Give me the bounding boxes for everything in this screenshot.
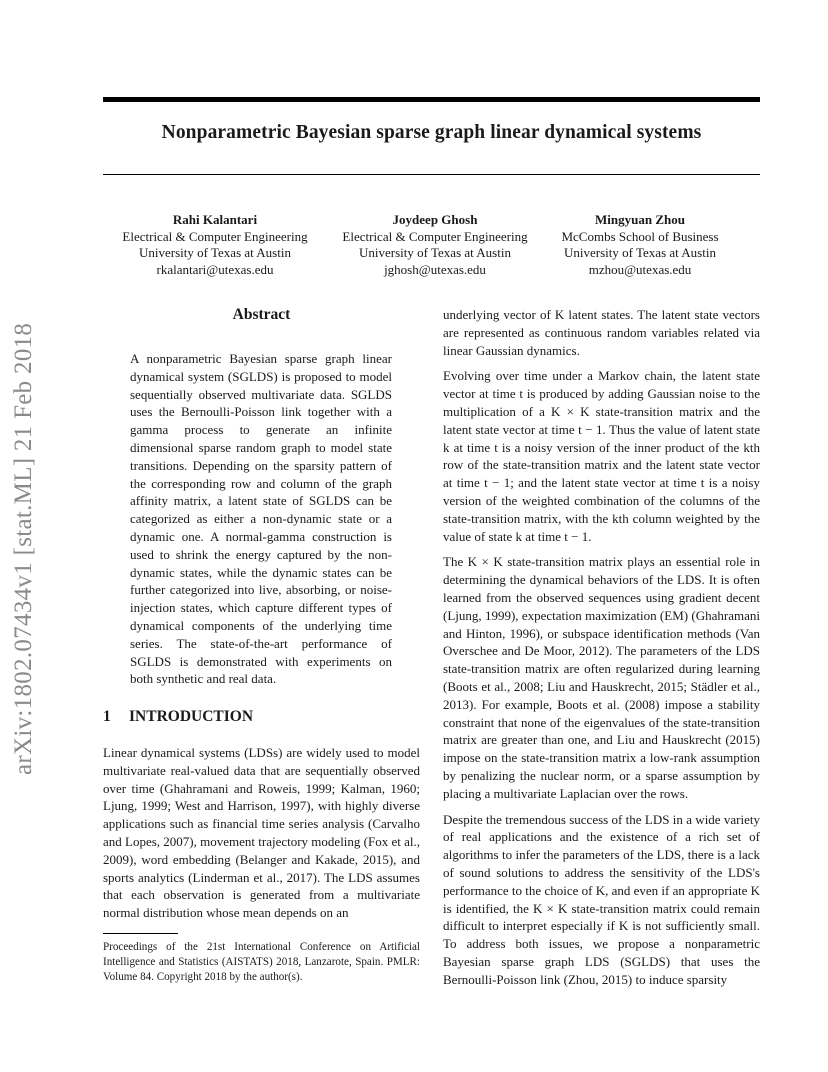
author-block-3 <box>550 212 730 278</box>
section-title: INTRODUCTION <box>129 708 254 725</box>
abstract-paragraph: A nonparametric Bayesian sparse graph linear dynamical system (SGLDS) is proposed to model sequentially observed multivariate data. SGLDS uses the Bernoulli-Poisson link together with a gamma process to generate an infinite dimensional sparse random graph to model state transitions. Depending on the sparsity pattern of the corresponding row and column of the graph affinity matrix, a latent state of SGLDS can be categorized as either a non-dynamic state or a dynamic one. A normal-gamma construction is used to shrink the energy captured by the non-dynamic states, while the dynamic states can be further categorized into live, absorbing, or noise-injection states, which capture different types of dynamical components of the underlying time series. The state-of-the-art performance of SGLDS is demonstrated with experiments on both synthetic and real data. <box>130 351 392 687</box>
author-institution: University of Texas at Austin <box>359 245 511 260</box>
right-paragraph-1: underlying vector of K latent states. The latent state vectors are represented as continuous random variables related via linear Gaussian dynamics. <box>443 307 760 358</box>
section-number: 1 <box>103 708 111 725</box>
intro-paragraph: Linear dynamical systems (LDSs) are widely used to model multivariate real-valued data that are sequentially observed over time (Ghahramani and Roweis, 1999; Kalman, 1960; Ljung, 1999; West and Harrison, 1997), with highly diverse applications such as financial time series analysis (Carvalho and Lopes, 2007), movement trajectory modeling (Fox et al., 2009), word embedding (Belanger and Kakade, 2015), and sports analytics (Linderman et al., 2017). The LDS assumes that each observation is generated from a multivariate normal distribution whose mean depends on an <box>103 745 420 921</box>
author-affiliation: Electrical & Computer Engineering <box>122 228 308 244</box>
author-email: rkalantari@utexas.edu <box>156 261 274 277</box>
author-affiliation: Electrical & Computer Engineering <box>342 228 528 244</box>
paper-title: Nonparametric Bayesian sparse graph linear dynamical systems <box>161 122 702 143</box>
author-block-1 <box>110 212 320 278</box>
author-email: jghosh@utexas.edu <box>384 261 486 277</box>
right-column <box>443 306 760 996</box>
title-bottom-rule <box>103 174 760 175</box>
author-block-2 <box>330 212 540 278</box>
abstract-body <box>130 350 392 696</box>
author-name: Mingyuan Zhou <box>595 212 685 227</box>
title-top-rule <box>103 97 760 102</box>
footnote: Proceedings of the 21st International Conference on Artificial Intelligence and Statistics (AISTATS) 2018, Lanzarote, Spain. PMLR: Volume 84. Copyright 2018 by the author(s). <box>103 941 420 983</box>
footnote-rule <box>103 933 178 934</box>
author-name: Joydeep Ghosh <box>392 212 478 227</box>
author-email: mzhou@utexas.edu <box>588 261 692 277</box>
arxiv-side-stamp: arXiv:1802.07434v1 [stat.ML] 21 Feb 2018 <box>10 322 37 775</box>
section-heading <box>103 708 253 726</box>
right-paragraph-3: The K × K state-transition matrix plays an essential role in determining the dynamical behaviors of the LDS. It is often learned from the observed sequences using gradient decent (Ljung, 1999), expectation maximization (EM) (Ghahramani and Hinton, 1996), or subspace identification methods (Van Overschee and De Moor, 2012). The parameters of the LDS state-transition matrix are often regularized during learning (Boots et al., 2008; Liu and Hauskrecht, 2015; Städler et al., 2013). For example, Boots et al. (2008) impose a stability constraint that none of the eigenvalues of the state-transition matrix are greater than one, and Liu and Hauskrecht (2015) impose on the state-transition matrix a low-rank assumption by penalizing the nuclear norm, or a sparse assumption by placing a multivariate Laplacian over the rows. <box>443 554 760 801</box>
author-affiliation: McCombs School of Business <box>561 228 719 244</box>
right-paragraph-2: Evolving over time under a Markov chain, the latent state vector at time t is produced by adding Gaussian noise to the multiplication of a K × K state-transition matrix and the latent state vector at time t − 1. Thus the value of latent state k at time t is a noisy version of the inner product of the kth row of the state-transition matrix and the latent state vector at time t − 1; and the latent state vector at time t is a noisy version of the weighted combination of the columns of the state-transition matrix, with the kth column weighted by the value of state k at time t − 1. <box>443 368 760 544</box>
abstract-heading: Abstract <box>232 306 291 323</box>
author-name: Rahi Kalantari <box>172 212 258 227</box>
author-institution: University of Texas at Austin <box>564 245 716 260</box>
intro-body <box>103 744 420 930</box>
author-institution: University of Texas at Austin <box>139 245 291 260</box>
right-paragraph-4: Despite the tremendous success of the LDS in a wide variety of real applications and the existence of a rich set of algorithms to infer the parameters of the LDS, there is a lack of sound solutions to address the sensitivity of the LDS's performance to the choice of K, and even if an appropriate K is identified, the K × K state-transition matrix could remain difficult to interpret especially if K is not sufficiently small. To address both issues, we propose a nonparametric Bayesian sparse graph LDS (SGLDS) that uses the Bernoulli-Poisson link (Zhou, 2015) to induce sparsity <box>443 811 760 987</box>
